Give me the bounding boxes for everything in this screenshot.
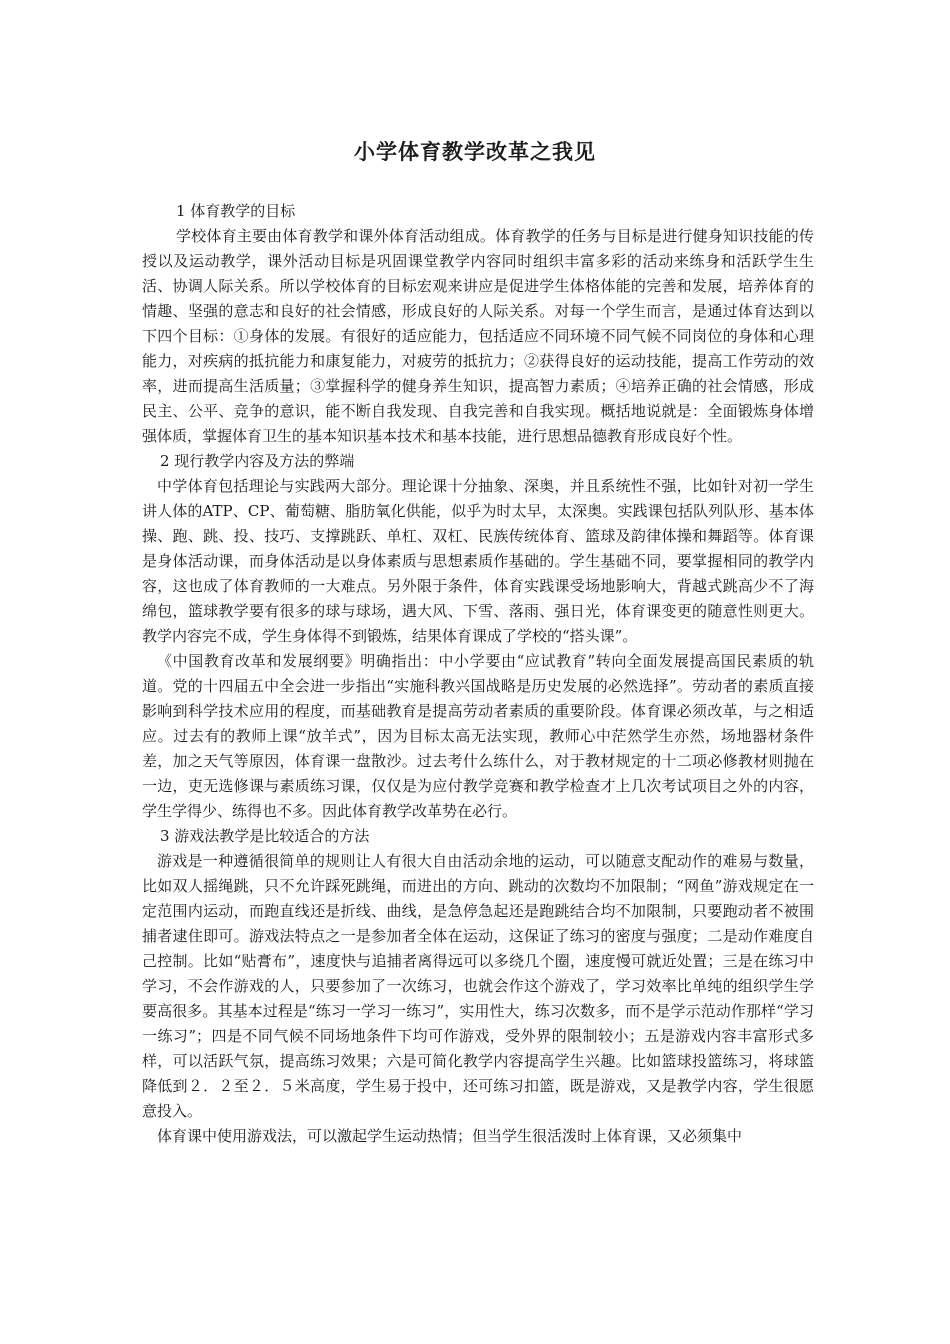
- section-heading-1: 1 体育教学的目标: [176, 202, 296, 220]
- section-heading-3: 3 游戏法教学是比较适合的方法: [160, 827, 370, 845]
- section-3-paragraph-1: 游戏是一种遵循很简单的规则让人有很大自由活动余地的运动，可以随意支配动作的难易与数量，比如双人摇绳跳，只不允许踩死跳绳，而进出的方向、跳动的次数均不加限制；“网鱼”游戏规定在一定范围内运动，而跑直线还是折线、曲线，是急停急起还是跑跳结合均不加限制，只要跑动者不被围捕者逮住即可。游戏法特点之一是参加者全体在运动，这保证了练习的密度与强度；二是动作难度自己控制。比如“贴膏布”，速度快与追捕者离得远可以多绕几个圈，速度慢可就近处置；三是在练习中学习，不会作游戏的人，只要参加了一次练习，也就会作这个游戏了，学习效率比单纯的组织学生学要高很多。其基本过程是“练习一学习一练习”，实用性大，练习次数多，而不是学示范动作那样“学习一练习”；四是不同气候不同场地条件下均可作游戏，受外界的限制较小；五是游戏内容丰富形式多样，可以活跃气氛，提高练习效果；六是可简化教学内容提高学生兴趣。比如篮球投篮练习，将球篮降低到２．２至２．５米高度，学生易于投中，还可练习扣篮，既是游戏，又是教学内容，学生很愿意投入。: [142, 852, 814, 1120]
- document-body: [142, 199, 814, 1149]
- section-3-paragraph-2: 体育课中使用游戏法，可以激起学生运动热情；但当学生很活泼时上体育课，又必须集中: [157, 1127, 743, 1145]
- document-title: 小学体育教学改革之我见: [354, 139, 596, 165]
- section-1-paragraph-1: 学校体育主要由体育教学和课外体育活动组成。体育教学的任务与目标是进行健身知识技能的传授以及运动教学，课外活动目标是巩固课堂教学内容同时组织丰富多彩的活动来练身和活跃学生生活、协调人际关系。所以学校体育的目标宏观来讲应是促进学生体格体能的完善和发展，培养体育的情趣、坚强的意志和良好的社会情感，形成良好的人际关系。对每一个学生而言，是通过体育达到以下四个目标：①身体的发展。有很好的适应能力，包括适应不同环境不同气候不同岗位的身体和心理能力，对疾病的抵抗能力和康复能力，对疲劳的抵抗力；②获得良好的运动技能，提高工作劳动的效率，进而提高生活质量；③掌握科学的健身养生知识，提高智力素质；④培养正确的社会情感，形成民主、公平、竞争的意识，能不断自我发现、自我完善和自我实现。概括地说就是：全面锻炼身体增强体质，掌握体育卫生的基本知识基本技术和基本技能，进行思想品德教育形成良好个性。: [142, 227, 814, 445]
- section-2-paragraph-2: 《中国教育改革和发展纲要》明确指出：中小学要由“应试教育”转向全面发展提高国民素质的轨道。党的十四届五中全会进一步指出“实施科教兴国战略是历史发展的必然选择”。劳动者的素质直接影响到科学技术应用的程度，而基础教育是提高劳动者素质的重要阶段。体育课必须改革，与之相适应。过去有的教师上课“放羊式”，因为目标太高无法实现，教师心中茫然学生亦然，场地器材条件差，加之天气等原因，体育课一盘散沙。过去考什么练什么，对于教材规定的十二项必修教材则抛在一边，吏无选修课与素质练习课，仅仅是为应付教学竞赛和教学检查才上几次考试项目之外的内容，学生学得少、练得也不多。因此体育教学改革势在必行。: [142, 652, 814, 820]
- section-2-paragraph-1: 中学体育包括理论与实践两大部分。理论课十分抽象、深奥，并且系统性不强，比如针对初一学生讲人体的ATP、CP、葡萄糖、脂肪氧化供能，似乎为时太早，太深奥。实践课包括队列队形、基本体操、跑、跳、投、技巧、支撑跳跃、单杠、双杠、民族传统体育、篮球及韵律体操和舞蹈等。体育课是身体活动课，而身体活动是以身体素质与思想素质作基础的。学生基础不同，要掌握相同的教学内容，这也成了体育教师的一大难点。另外限于条件，体育实践课受场地影响大，背越式跳高少不了海绵包，篮球教学要有很多的球与球场，遇大风、下雪、落雨、强日光，体育课变更的随意性则更大。教学内容完不成，学生身体得不到锻炼，结果体育课成了学校的“搭头课”。: [142, 477, 814, 645]
- section-heading-2: 2 现行教学内容及方法的弊端: [160, 452, 355, 470]
